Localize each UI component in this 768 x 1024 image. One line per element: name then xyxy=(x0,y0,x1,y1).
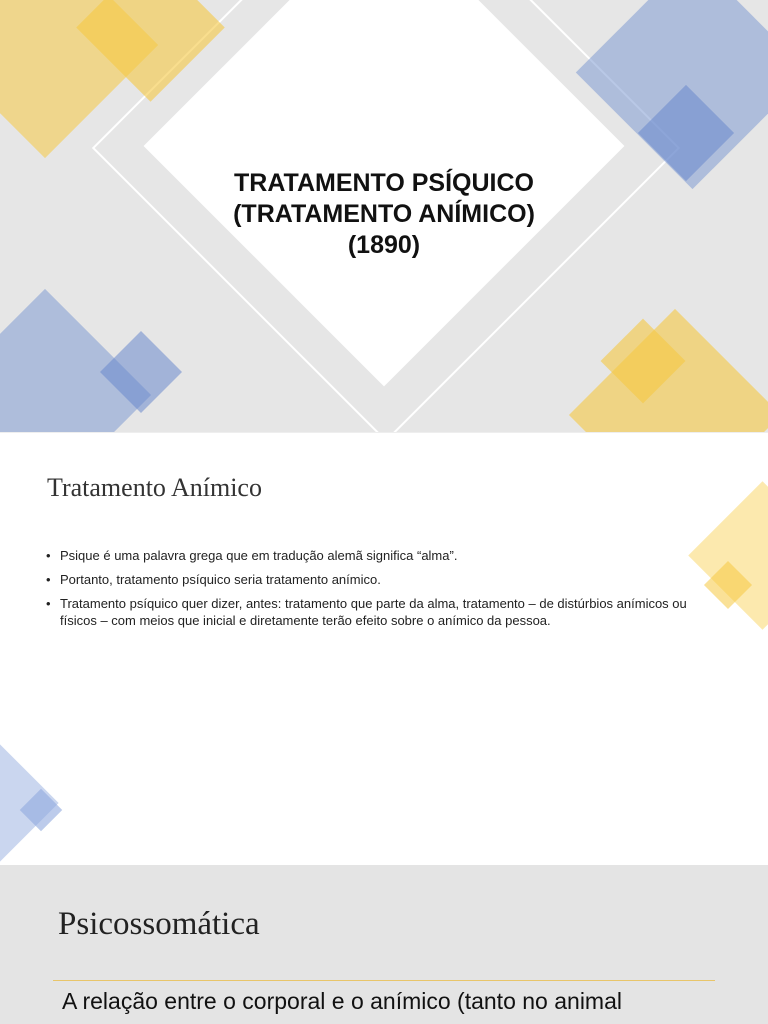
slide-psicossomatica xyxy=(0,865,768,1024)
slide-title xyxy=(0,0,768,432)
slide-title-heading xyxy=(150,168,618,261)
slide-heading: Psicossomática xyxy=(58,906,260,942)
title-line: (TRATAMENTO ANÍMICO) xyxy=(233,200,535,228)
bullet-item: • Psique é uma palavra grega que em tradução alemã significa “alma”. xyxy=(46,547,706,564)
slide-heading: Tratamento Anímico xyxy=(47,473,262,502)
bullet-item: • Portanto, tratamento psíquico seria tratamento anímico. xyxy=(46,571,706,588)
bullet-list xyxy=(46,547,706,636)
slide-content xyxy=(0,432,768,866)
slide-body-text: A relação entre o corporal e o anímico (tanto no animal xyxy=(62,988,622,1014)
title-line: (1890) xyxy=(347,231,421,259)
bullet-item: • Tratamento psíquico quer dizer, antes: tratamento que parte da alma, tratamento – de distúrbios anímicos ou físicos – com meios que inicial e diretamente terão efeito sobre o anímico da pessoa. xyxy=(46,595,706,629)
heading-divider xyxy=(53,980,715,981)
title-line: TRATAMENTO PSÍQUICO xyxy=(234,169,534,197)
